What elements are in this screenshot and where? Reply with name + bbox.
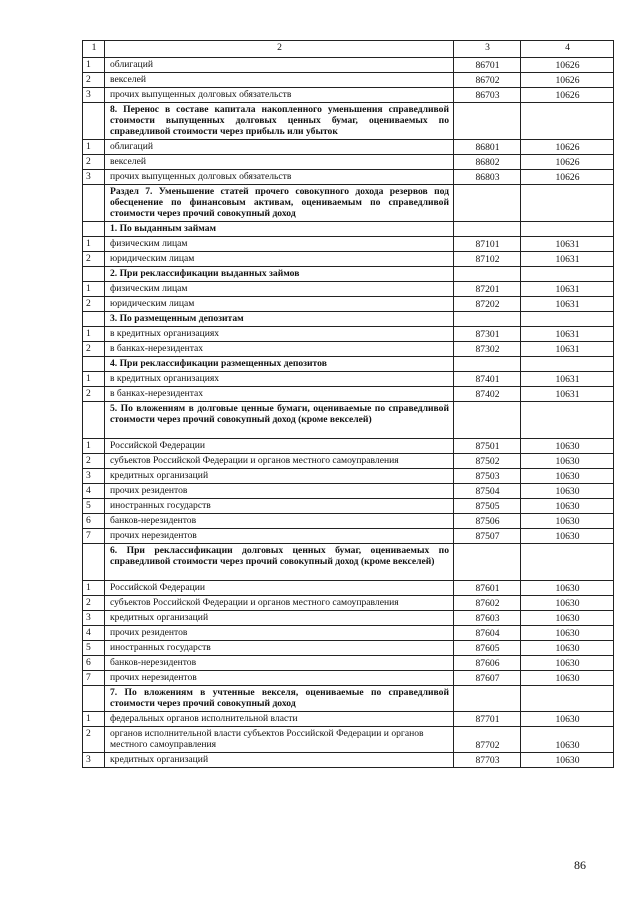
account-code: 87506 bbox=[454, 514, 521, 529]
table-row bbox=[83, 237, 614, 252]
table-row bbox=[83, 712, 614, 727]
reference-code: 10630 bbox=[521, 626, 614, 641]
table-row bbox=[83, 88, 614, 103]
reference-code: 10630 bbox=[521, 454, 614, 469]
account-code bbox=[454, 686, 521, 712]
reference-code: 10630 bbox=[521, 641, 614, 656]
row-label: федеральных органов исполнительной власти bbox=[105, 712, 454, 727]
table-row bbox=[83, 387, 614, 402]
reference-code: 10630 bbox=[521, 439, 614, 454]
row-number: 1 bbox=[83, 140, 105, 155]
row-label: кредитных организаций bbox=[105, 469, 454, 484]
section-heading-row bbox=[83, 312, 614, 327]
account-code: 87502 bbox=[454, 454, 521, 469]
row-number: 4 bbox=[83, 626, 105, 641]
reference-code: 10630 bbox=[521, 581, 614, 596]
row-number bbox=[83, 267, 105, 282]
row-label: прочих резидентов bbox=[105, 484, 454, 499]
row-number: 1 bbox=[83, 581, 105, 596]
reference-code: 10630 bbox=[521, 469, 614, 484]
row-number: 6 bbox=[83, 514, 105, 529]
reference-code: 10630 bbox=[521, 611, 614, 626]
row-number: 2 bbox=[83, 155, 105, 170]
row-number: 2 bbox=[83, 387, 105, 402]
account-code: 87501 bbox=[454, 439, 521, 454]
row-label: Раздел 7. Уменьшение статей прочего совокупного дохода резервов под обесценение по финансовым активам, оцениваемым по справедливой стоимости через прочий совокупный доход bbox=[105, 185, 454, 222]
row-label: прочих резидентов bbox=[105, 626, 454, 641]
row-label: векселей bbox=[105, 155, 454, 170]
section-heading-row bbox=[83, 544, 614, 581]
row-number: 2 bbox=[83, 73, 105, 88]
section-heading-row bbox=[83, 185, 614, 222]
account-code: 87102 bbox=[454, 252, 521, 267]
account-code: 86802 bbox=[454, 155, 521, 170]
row-number: 1 bbox=[83, 712, 105, 727]
reference-code bbox=[521, 544, 614, 581]
table-row bbox=[83, 626, 614, 641]
table-row bbox=[83, 342, 614, 357]
table-row bbox=[83, 469, 614, 484]
reference-code: 10630 bbox=[521, 656, 614, 671]
account-code: 87402 bbox=[454, 387, 521, 402]
row-number: 6 bbox=[83, 656, 105, 671]
account-code bbox=[454, 222, 521, 237]
row-label: прочих нерезидентов bbox=[105, 529, 454, 544]
account-code: 87701 bbox=[454, 712, 521, 727]
header-cell: 1 bbox=[83, 41, 105, 58]
row-label: субъектов Российской Федерации и органов местного самоуправления bbox=[105, 596, 454, 611]
reference-code: 10630 bbox=[521, 499, 614, 514]
reference-code: 10626 bbox=[521, 73, 614, 88]
account-code: 87401 bbox=[454, 372, 521, 387]
table-row bbox=[83, 581, 614, 596]
account-code bbox=[454, 103, 521, 140]
row-label: 4. При реклассификации размещенных депозитов bbox=[105, 357, 454, 372]
account-code: 87503 bbox=[454, 469, 521, 484]
reference-code bbox=[521, 185, 614, 222]
row-number: 5 bbox=[83, 641, 105, 656]
table-row bbox=[83, 297, 614, 312]
row-number bbox=[83, 357, 105, 372]
account-code: 87101 bbox=[454, 237, 521, 252]
account-code: 87301 bbox=[454, 327, 521, 342]
table-header-row bbox=[83, 41, 614, 58]
reference-code bbox=[521, 402, 614, 439]
row-number bbox=[83, 103, 105, 140]
table-row bbox=[83, 327, 614, 342]
row-label: 7. По вложениям в учтенные векселя, оцениваемые по справедливой стоимости через прочий совокупный доход bbox=[105, 686, 454, 712]
page-number: 86 bbox=[574, 858, 586, 872]
row-number bbox=[83, 686, 105, 712]
section-heading-row bbox=[83, 686, 614, 712]
account-code: 86703 bbox=[454, 88, 521, 103]
account-code: 87201 bbox=[454, 282, 521, 297]
section-heading-row bbox=[83, 103, 614, 140]
table-row bbox=[83, 58, 614, 73]
reference-code: 10630 bbox=[521, 671, 614, 686]
account-code: 87607 bbox=[454, 671, 521, 686]
account-code: 87604 bbox=[454, 626, 521, 641]
row-label: кредитных организаций bbox=[105, 611, 454, 626]
reference-code: 10630 bbox=[521, 727, 614, 753]
table-row bbox=[83, 155, 614, 170]
reference-code: 10626 bbox=[521, 88, 614, 103]
row-number: 3 bbox=[83, 88, 105, 103]
account-code bbox=[454, 267, 521, 282]
table-row bbox=[83, 514, 614, 529]
account-code: 87302 bbox=[454, 342, 521, 357]
row-number: 2 bbox=[83, 252, 105, 267]
ledger-accounts-table bbox=[82, 40, 614, 768]
table-row bbox=[83, 529, 614, 544]
table-row bbox=[83, 140, 614, 155]
row-number: 4 bbox=[83, 484, 105, 499]
account-code: 86701 bbox=[454, 58, 521, 73]
row-label: облигаций bbox=[105, 140, 454, 155]
row-number: 2 bbox=[83, 596, 105, 611]
row-label: 5. По вложениям в долговые ценные бумаги, оцениваемые по справедливой стоимости через прочий совокупный доход (кроме векселей) bbox=[105, 402, 454, 439]
account-code: 86801 bbox=[454, 140, 521, 155]
reference-code: 10626 bbox=[521, 170, 614, 185]
reference-code: 10631 bbox=[521, 237, 614, 252]
account-code bbox=[454, 402, 521, 439]
account-code: 87504 bbox=[454, 484, 521, 499]
account-code: 87703 bbox=[454, 753, 521, 768]
header-cell: 4 bbox=[521, 41, 614, 58]
row-number: 3 bbox=[83, 170, 105, 185]
row-label: векселей bbox=[105, 73, 454, 88]
row-number bbox=[83, 185, 105, 222]
table-row bbox=[83, 454, 614, 469]
row-label: в банках-нерезидентах bbox=[105, 342, 454, 357]
reference-code: 10630 bbox=[521, 514, 614, 529]
account-code: 87606 bbox=[454, 656, 521, 671]
row-number: 7 bbox=[83, 671, 105, 686]
row-label: Российской Федерации bbox=[105, 439, 454, 454]
account-code: 86803 bbox=[454, 170, 521, 185]
reference-code bbox=[521, 357, 614, 372]
row-label: прочих выпущенных долговых обязательств bbox=[105, 88, 454, 103]
table-row bbox=[83, 282, 614, 297]
table-row bbox=[83, 499, 614, 514]
table-row bbox=[83, 596, 614, 611]
row-number: 1 bbox=[83, 372, 105, 387]
table-row bbox=[83, 372, 614, 387]
row-label: 8. Перенос в составе капитала накопленного уменьшения справедливой стоимости выпущенных долговых ценных бумаг, оцениваемых по справедливой стоимости через прибыль или убыток bbox=[105, 103, 454, 140]
row-number: 3 bbox=[83, 611, 105, 626]
row-number: 2 bbox=[83, 342, 105, 357]
account-code: 87702 bbox=[454, 727, 521, 753]
account-code bbox=[454, 312, 521, 327]
table-row bbox=[83, 252, 614, 267]
row-label: облигаций bbox=[105, 58, 454, 73]
row-number: 1 bbox=[83, 58, 105, 73]
reference-code: 10631 bbox=[521, 342, 614, 357]
row-number bbox=[83, 222, 105, 237]
row-number: 1 bbox=[83, 439, 105, 454]
reference-code: 10630 bbox=[521, 753, 614, 768]
row-label: 3. По размещенным депозитам bbox=[105, 312, 454, 327]
account-code bbox=[454, 544, 521, 581]
row-label: в кредитных организациях bbox=[105, 327, 454, 342]
row-label: иностранных государств bbox=[105, 499, 454, 514]
table-row bbox=[83, 73, 614, 88]
row-number: 3 bbox=[83, 753, 105, 768]
table-row bbox=[83, 170, 614, 185]
row-number: 2 bbox=[83, 727, 105, 753]
row-number: 1 bbox=[83, 327, 105, 342]
row-number: 3 bbox=[83, 469, 105, 484]
row-label: банков-нерезидентов bbox=[105, 514, 454, 529]
row-label: физическим лицам bbox=[105, 282, 454, 297]
row-label: субъектов Российской Федерации и органов местного самоуправления bbox=[105, 454, 454, 469]
account-code: 86702 bbox=[454, 73, 521, 88]
account-code: 87505 bbox=[454, 499, 521, 514]
reference-code: 10631 bbox=[521, 327, 614, 342]
row-label: иностранных государств bbox=[105, 641, 454, 656]
account-code: 87602 bbox=[454, 596, 521, 611]
row-label: 1. По выданным займам bbox=[105, 222, 454, 237]
row-label: органов исполнительной власти субъектов Российской Федерации и органов местного самоуправления bbox=[105, 727, 454, 753]
reference-code: 10631 bbox=[521, 297, 614, 312]
reference-code: 10631 bbox=[521, 387, 614, 402]
header-cell: 3 bbox=[454, 41, 521, 58]
row-number: 1 bbox=[83, 237, 105, 252]
section-heading-row bbox=[83, 402, 614, 439]
reference-code bbox=[521, 267, 614, 282]
row-label: банков-нерезидентов bbox=[105, 656, 454, 671]
header-cell: 2 bbox=[105, 41, 454, 58]
reference-code: 10630 bbox=[521, 484, 614, 499]
reference-code: 10631 bbox=[521, 252, 614, 267]
row-label: физическим лицам bbox=[105, 237, 454, 252]
table-row bbox=[83, 484, 614, 499]
reference-code: 10626 bbox=[521, 155, 614, 170]
reference-code: 10626 bbox=[521, 140, 614, 155]
reference-code bbox=[521, 686, 614, 712]
account-code: 87507 bbox=[454, 529, 521, 544]
row-label: прочих выпущенных долговых обязательств bbox=[105, 170, 454, 185]
table-row bbox=[83, 753, 614, 768]
section-heading-row bbox=[83, 267, 614, 282]
account-code: 87605 bbox=[454, 641, 521, 656]
account-code: 87603 bbox=[454, 611, 521, 626]
row-number: 5 bbox=[83, 499, 105, 514]
reference-code bbox=[521, 103, 614, 140]
row-number bbox=[83, 402, 105, 439]
table-row bbox=[83, 641, 614, 656]
table-row bbox=[83, 671, 614, 686]
row-label: 2. При реклассификации выданных займов bbox=[105, 267, 454, 282]
row-number bbox=[83, 544, 105, 581]
reference-code: 10631 bbox=[521, 282, 614, 297]
row-label: в банках-нерезидентах bbox=[105, 387, 454, 402]
reference-code: 10626 bbox=[521, 58, 614, 73]
row-number: 1 bbox=[83, 282, 105, 297]
account-code: 87202 bbox=[454, 297, 521, 312]
account-code bbox=[454, 357, 521, 372]
reference-code bbox=[521, 312, 614, 327]
reference-code: 10630 bbox=[521, 712, 614, 727]
reference-code: 10630 bbox=[521, 529, 614, 544]
table-row bbox=[83, 439, 614, 454]
row-number bbox=[83, 312, 105, 327]
table-row bbox=[83, 611, 614, 626]
row-label: юридическим лицам bbox=[105, 252, 454, 267]
account-code bbox=[454, 185, 521, 222]
account-code: 87601 bbox=[454, 581, 521, 596]
table-row bbox=[83, 727, 614, 753]
section-heading-row bbox=[83, 222, 614, 237]
row-label: прочих нерезидентов bbox=[105, 671, 454, 686]
reference-code: 10630 bbox=[521, 596, 614, 611]
row-label: юридическим лицам bbox=[105, 297, 454, 312]
table-row bbox=[83, 656, 614, 671]
row-number: 2 bbox=[83, 297, 105, 312]
reference-code bbox=[521, 222, 614, 237]
row-label: кредитных организаций bbox=[105, 753, 454, 768]
row-number: 2 bbox=[83, 454, 105, 469]
row-number: 7 bbox=[83, 529, 105, 544]
row-label: 6. При реклассификации долговых ценных бумаг, оцениваемых по справедливой стоимости через прочий совокупный доход (кроме векселей) bbox=[105, 544, 454, 581]
row-label: Российской Федерации bbox=[105, 581, 454, 596]
section-heading-row bbox=[83, 357, 614, 372]
reference-code: 10631 bbox=[521, 372, 614, 387]
row-label: в кредитных организациях bbox=[105, 372, 454, 387]
